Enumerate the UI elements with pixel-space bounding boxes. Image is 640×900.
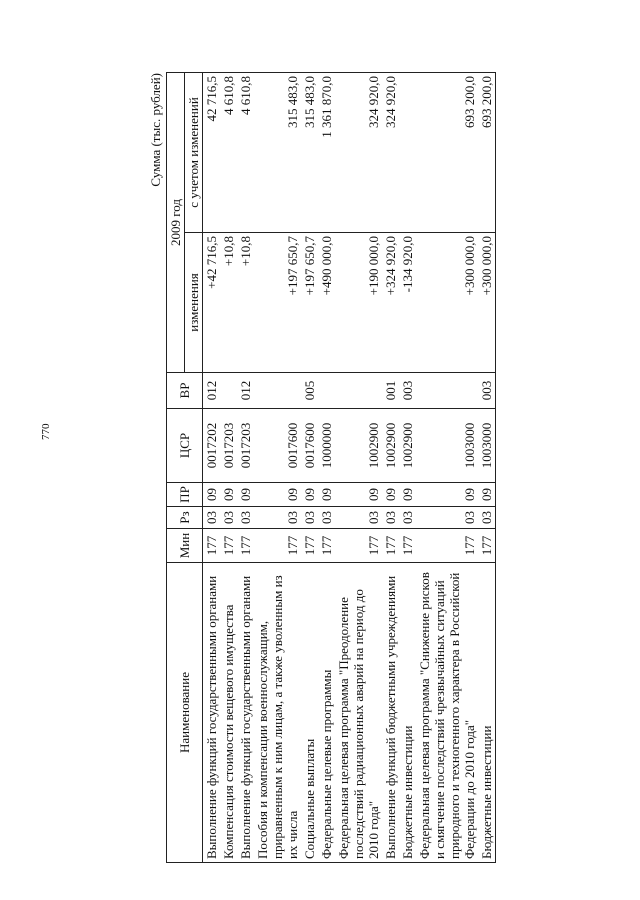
row-pr: 09	[382, 483, 399, 507]
row-changes: +10,8	[237, 233, 254, 373]
header-with-changes: с учетом изменений	[185, 73, 203, 233]
row-changes: +42 716,5	[203, 233, 221, 373]
row-name: Выполнение функций государственными органами	[237, 563, 254, 863]
row-total	[399, 73, 416, 233]
table-row	[237, 73, 254, 863]
row-name: Социальные выплаты	[301, 563, 318, 863]
row-vr: 012	[237, 373, 254, 409]
row-min: 177	[301, 529, 318, 563]
row-csr: 1003000	[478, 409, 496, 483]
row-csr: 1002900	[399, 409, 416, 483]
row-csr: 1002900	[335, 409, 382, 483]
table-row	[478, 73, 496, 863]
page-number: 770	[40, 423, 52, 440]
row-csr: 0017203	[237, 409, 254, 483]
row-name: Федеральные целевые программы	[318, 563, 335, 863]
table-row	[254, 73, 301, 863]
row-vr	[335, 373, 382, 409]
row-csr: 0017600	[254, 409, 301, 483]
header-min: Мин	[167, 529, 203, 563]
row-vr	[254, 373, 301, 409]
table-caption: Сумма (тыс. рублей)	[148, 73, 163, 187]
row-csr: 1002900	[382, 409, 399, 483]
header-changes: изменения	[185, 233, 203, 373]
table-row	[399, 73, 416, 863]
row-csr: 1000000	[318, 409, 335, 483]
row-pr: 09	[203, 483, 221, 507]
row-changes: +197 650,7	[301, 233, 318, 373]
row-rz: 03	[318, 507, 335, 529]
row-csr: 0017202	[203, 409, 221, 483]
row-pr: 09	[301, 483, 318, 507]
row-min: 177	[335, 529, 382, 563]
row-total: 693 200,0	[478, 73, 496, 233]
row-name: Выполнение функций государственными органами	[203, 563, 221, 863]
row-min: 177	[399, 529, 416, 563]
row-vr	[220, 373, 237, 409]
row-pr: 09	[237, 483, 254, 507]
row-vr: 005	[301, 373, 318, 409]
row-rz: 03	[335, 507, 382, 529]
header-csr: ЦСР	[167, 409, 203, 483]
row-vr: 003	[399, 373, 416, 409]
row-name: Федеральная целевая программа "Преодоление последствий радиационных аварий на период до 2010 года"	[335, 563, 382, 863]
row-changes: -134 920,0	[399, 233, 416, 373]
table-row	[382, 73, 399, 863]
header-vr: ВР	[167, 373, 203, 409]
row-name: Бюджетные инвестиции	[399, 563, 416, 863]
row-total: 693 200,0	[416, 73, 478, 233]
row-name: Федеральная целевая программа "Снижение рисков и смягчение последствий чрезвычайных ситуаций природного и техногенного характера в Российской Федерации до 2010 года"	[416, 563, 478, 863]
row-pr: 09	[254, 483, 301, 507]
row-total: 315 483,0	[301, 73, 318, 233]
row-pr: 09	[318, 483, 335, 507]
row-csr: 0017600	[301, 409, 318, 483]
row-changes: +324 920,0	[382, 233, 399, 373]
row-rz: 03	[399, 507, 416, 529]
row-min: 177	[382, 529, 399, 563]
row-csr: 0017203	[220, 409, 237, 483]
rotated-page	[148, 73, 618, 863]
row-total: 4 610,8	[237, 73, 254, 233]
table-row	[318, 73, 335, 863]
header-pr: ПР	[167, 483, 203, 507]
row-pr: 09	[335, 483, 382, 507]
header-name: Наименование	[167, 563, 203, 863]
row-changes: +197 650,7	[254, 233, 301, 373]
row-rz: 03	[478, 507, 496, 529]
row-min: 177	[416, 529, 478, 563]
row-min: 177	[237, 529, 254, 563]
row-name: Выполнение функций бюджетными учреждениями	[382, 563, 399, 863]
table-row	[416, 73, 478, 863]
row-rz: 03	[237, 507, 254, 529]
row-min: 177	[478, 529, 496, 563]
row-total: 42 716,5	[203, 73, 221, 233]
row-rz: 03	[416, 507, 478, 529]
row-changes: +300 000,0	[416, 233, 478, 373]
row-pr: 09	[478, 483, 496, 507]
table-row	[220, 73, 237, 863]
row-total: 315 483,0	[254, 73, 301, 233]
row-rz: 03	[203, 507, 221, 529]
row-rz: 03	[254, 507, 301, 529]
row-rz: 03	[301, 507, 318, 529]
row-csr: 1003000	[416, 409, 478, 483]
table-row	[203, 73, 221, 863]
budget-table	[166, 72, 496, 863]
table-row	[301, 73, 318, 863]
row-total: 4 610,8	[220, 73, 237, 233]
row-total: 324 920,0	[335, 73, 382, 233]
row-total: 1 361 870,0	[318, 73, 335, 233]
row-vr: 001	[382, 373, 399, 409]
row-changes: +300 000,0	[478, 233, 496, 373]
row-vr	[416, 373, 478, 409]
row-name: Бюджетные инвестиции	[478, 563, 496, 863]
row-min: 177	[254, 529, 301, 563]
row-min: 177	[318, 529, 335, 563]
row-pr: 09	[416, 483, 478, 507]
row-total: 324 920,0	[382, 73, 399, 233]
row-rz: 03	[220, 507, 237, 529]
table-row	[335, 73, 382, 863]
row-min: 177	[203, 529, 221, 563]
header-year: 2009 год	[167, 73, 185, 373]
row-name: Пособия и компенсации военнослужащим, приравненным к ним лицам, а также уволенным из их числа	[254, 563, 301, 863]
row-min: 177	[220, 529, 237, 563]
table-body	[203, 73, 496, 863]
row-vr	[318, 373, 335, 409]
row-name: Компенсация стоимости вещевого имущества	[220, 563, 237, 863]
row-vr: 012	[203, 373, 221, 409]
row-changes: +190 000,0	[335, 233, 382, 373]
row-vr: 003	[478, 373, 496, 409]
row-rz: 03	[382, 507, 399, 529]
header-rz: Рз	[167, 507, 203, 529]
row-changes: +10,8	[220, 233, 237, 373]
row-pr: 09	[220, 483, 237, 507]
row-changes: +490 000,0	[318, 233, 335, 373]
row-pr: 09	[399, 483, 416, 507]
